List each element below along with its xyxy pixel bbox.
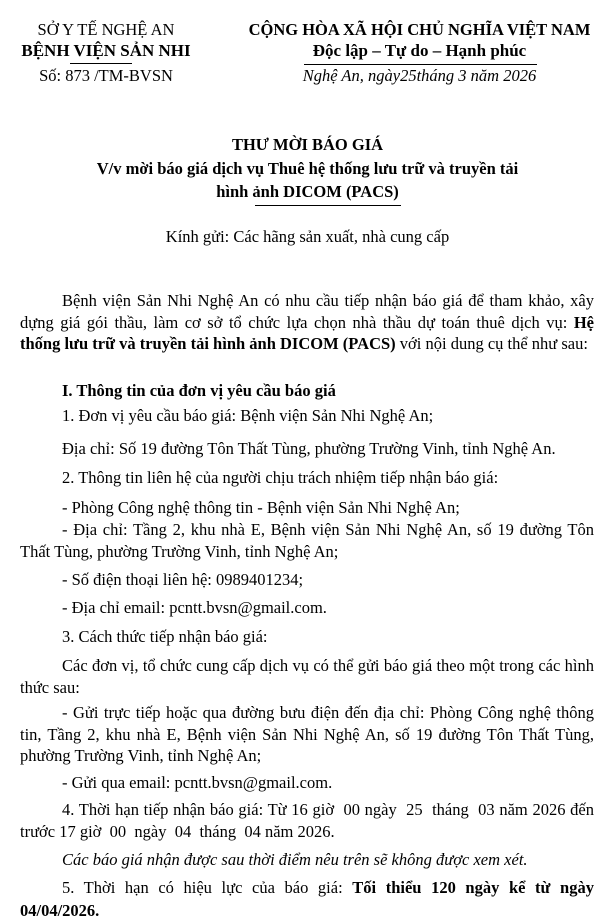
intro-text: Bệnh viện Sản Nhi Nghệ An có nhu cầu tiếp nhận báo giá để tham khảo, xây dựng giá gói thầu, làm cơ sở tổ chức lựa chọn nhà thầu dự toán thuê dịch vụ:	[20, 291, 594, 332]
late-note: Các báo giá nhận được sau thời điểm nêu trên sẽ không được xem xét.	[62, 850, 528, 869]
contact-phone: - Số điện thoại liên hệ: 0989401234;	[62, 570, 304, 589]
contact-department: - Phòng Công nghệ thông tin - Bệnh viện Sản Nhi Nghệ An;	[62, 498, 460, 517]
item-5	[20, 876, 594, 922]
letter-title: THƯ MỜI BÁO GIÁ	[231, 135, 384, 154]
section1-heading: I. Thông tin của đơn vị yêu cầu báo giá	[62, 381, 336, 400]
methods-intro: Các đơn vị, tổ chức cung cấp dịch vụ có thể gửi báo giá theo một trong các hình thức sau:	[20, 656, 594, 697]
intro-paragraph	[20, 290, 594, 355]
nation-title: CỘNG HÒA XÃ HỘI CHỦ NGHĨA VIỆT NAM	[248, 20, 591, 39]
letter-subject-line2: hình ảnh DICOM (PACS)	[216, 182, 399, 201]
letter-subject-line1: V/v mời báo giá dịch vụ Thuê hệ thống lưu trữ và truyền tải	[96, 159, 519, 178]
method-post: - Gửi trực tiếp hoặc qua đường bưu điện đến địa chỉ: Phòng Công nghệ thông tin, Tầng 2, khu nhà E, Bệnh viện Sản Nhi Nghệ An, số 19 đường Tôn Thất Tùng, phường Trường Vinh, tỉnh Nghệ An;	[20, 703, 594, 765]
national-motto: Độc lập – Tự do – Hạnh phúc	[312, 41, 527, 60]
hospital-name: BỆNH VIỆN SẢN NHI	[21, 41, 191, 60]
contact-address: - Địa chỉ: Tầng 2, khu nhà E, Bệnh viện Sản Nhi Nghệ An, số 19 đường Tôn Thất Tùng, phường Trường Vinh, tỉnh Nghệ An;	[20, 520, 594, 561]
subject-underline	[255, 205, 401, 206]
hospital-underline	[70, 63, 132, 64]
place-date: Nghệ An, ngày25tháng 3 năm 2026	[302, 66, 537, 85]
agency-name: SỞ Y TẾ NGHỆ AN	[37, 20, 175, 39]
item-4: 4. Thời hạn tiếp nhận báo giá: Từ 16 giờ 00 ngày 25 tháng 03 năm 2026 đến trước 17 giờ 00 ngày 04 tháng 04 năm 2026.	[20, 800, 599, 841]
item-2: 2. Thông tin liên hệ của người chịu trách nhiệm tiếp nhận báo giá:	[62, 468, 499, 487]
contact-email: - Địa chỉ email: pcntt.bvsn@gmail.com.	[62, 598, 327, 617]
service-name: Hệ thống lưu trữ và truyền tải hình ảnh DICOM (PACS)	[20, 312, 594, 353]
validity-period: Tối thiểu 120 ngày kể từ ngày 04/04/2026.	[20, 878, 594, 920]
method-email: - Gửi qua email: pcntt.bvsn@gmail.com.	[62, 773, 333, 792]
address: Địa chỉ: Số 19 đường Tôn Thất Tùng, phường Trường Vinh, tỉnh Nghệ An.	[62, 439, 556, 458]
item-5-text: 5. Thời hạn có hiệu lực của báo giá:	[62, 878, 353, 897]
recipient-line: Kính gửi: Các hãng sản xuất, nhà cung cấp	[165, 227, 450, 246]
item-1: 1. Đơn vị yêu cầu báo giá: Bệnh viện Sản Nhi Nghệ An;	[62, 406, 434, 425]
motto-underline	[304, 64, 537, 65]
item-3: 3. Cách thức tiếp nhận báo giá:	[62, 627, 268, 646]
intro-tail: với nội dung cụ thể như sau:	[395, 334, 588, 353]
document-number: Số: 873 /TM-BVSN	[39, 66, 173, 85]
